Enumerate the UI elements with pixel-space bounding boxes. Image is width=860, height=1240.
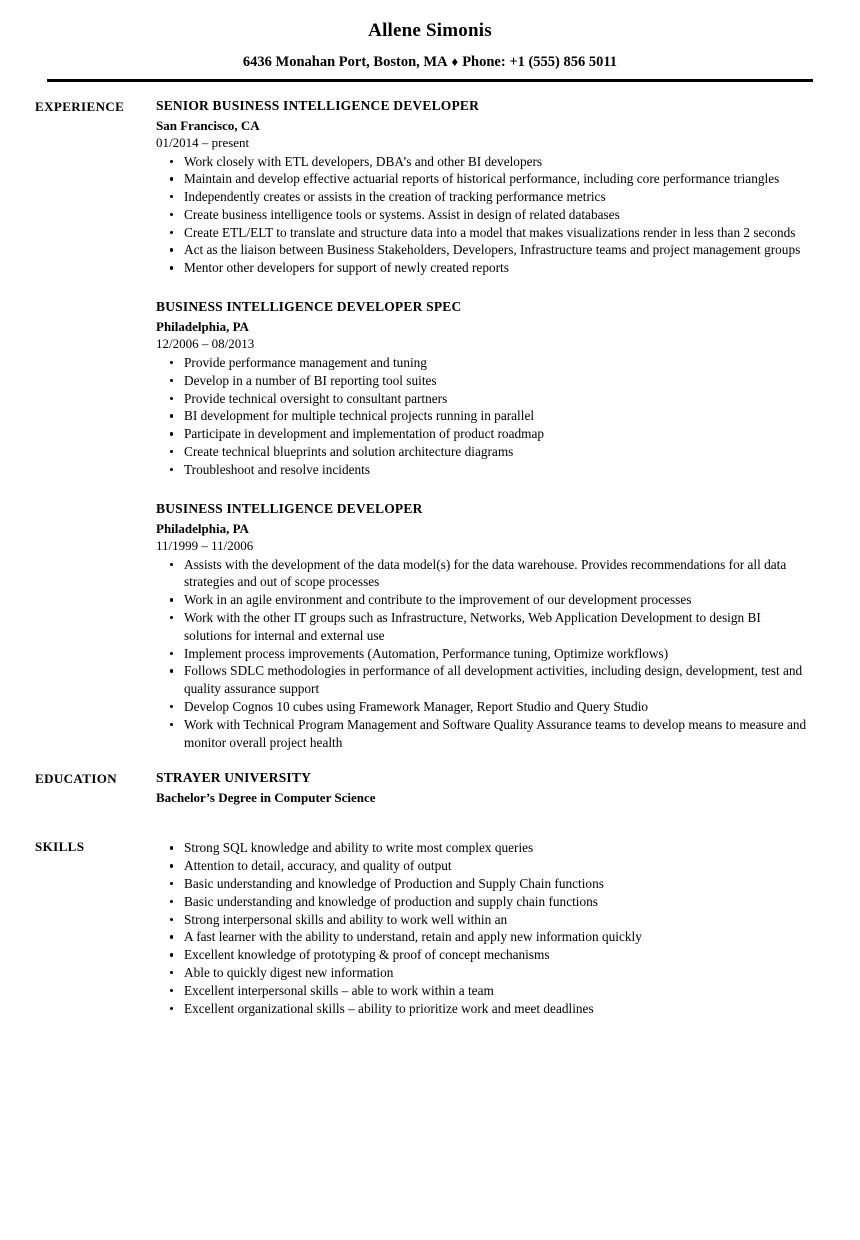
section-experience (35, 97, 808, 752)
section-skills (35, 837, 808, 1017)
list-item: Able to quickly digest new information (156, 964, 808, 982)
job-title: SENIOR BUSINESS INTELLIGENCE DEVELOPER (156, 97, 480, 113)
skills-list (156, 839, 808, 1017)
education-degree: Bachelor’s Degree in Computer Science (156, 790, 376, 806)
section-label-skills: SKILLS (35, 839, 85, 855)
list-item: Strong SQL knowledge and ability to write most complex queries (156, 839, 808, 857)
education-entries (156, 769, 808, 806)
job-location: Philadelphia, PA (156, 319, 249, 335)
list-item: Mentor other developers for support of newly created reports (156, 259, 808, 277)
job-location: San Francisco, CA (156, 117, 260, 133)
job-responsibility-list (156, 354, 808, 479)
list-item: Maintain and develop effective actuarial reports of historical performance, including core performance triangles (156, 170, 808, 188)
list-item: Troubleshoot and resolve incidents (156, 461, 808, 479)
list-item: Work closely with ETL developers, DBA’s and other BI developers (156, 153, 808, 171)
resume-header (0, 0, 860, 82)
candidate-phone: Phone: +1 (555) 856 5011 (462, 54, 618, 70)
list-item: Create business intelligence tools or systems. Assist in design of related databases (156, 206, 808, 224)
job-responsibility-list (156, 556, 808, 752)
list-item: Excellent interpersonal skills – able to work within a team (156, 982, 808, 1000)
list-item: Assists with the development of the data model(s) for the data warehouse. Provides recommendations for all data strategies and out of scope processes (156, 556, 808, 592)
list-item: Excellent knowledge of prototyping & proof of concept mechanisms (156, 946, 808, 964)
list-item: Participate in development and implementation of product roadmap (156, 425, 808, 443)
section-label-education: EDUCATION (35, 771, 118, 787)
experience-entry (156, 298, 808, 479)
section-education (35, 769, 808, 806)
list-item: BI development for multiple technical projects running in parallel (156, 407, 808, 425)
list-item: Create ETL/ELT to translate and structure data into a model that makes visualizations render in less than 2 seconds (156, 224, 808, 242)
experience-entries (156, 97, 808, 752)
job-responsibility-list (156, 153, 808, 278)
job-dates: 12/2006 – 08/2013 (156, 336, 255, 352)
job-dates: 11/1999 – 11/2006 (156, 537, 254, 553)
job-title: BUSINESS INTELLIGENCE DEVELOPER SPEC (156, 299, 462, 315)
skills-entries (156, 837, 808, 1017)
education-school: STRAYER UNIVERSITY (156, 770, 312, 786)
resume-content (0, 82, 860, 1018)
list-item: Follows SDLC methodologies in performance of all development activities, including design, development, test and quality assurance support (156, 662, 808, 698)
section-label-experience: EXPERIENCE (35, 98, 125, 114)
list-item: Work in an agile environment and contribute to the improvement of our development processes (156, 591, 808, 609)
list-item: Create technical blueprints and solution architecture diagrams (156, 443, 808, 461)
list-item: Work with the other IT groups such as Infrastructure, Networks, Web Application Development to design BI solutions for internal and external use (156, 609, 808, 645)
job-location: Philadelphia, PA (156, 520, 249, 536)
list-item: Develop in a number of BI reporting tool suites (156, 372, 808, 390)
diamond-separator-icon: ♦ (451, 54, 459, 69)
list-item: Act as the liaison between Business Stakeholders, Developers, Infrastructure teams and project management groups (156, 241, 808, 259)
candidate-name: Allene Simonis (368, 20, 492, 41)
list-item: Provide technical oversight to consultant partners (156, 390, 808, 408)
job-title: BUSINESS INTELLIGENCE DEVELOPER (156, 500, 423, 516)
experience-entry (156, 97, 808, 278)
list-item: Attention to detail, accuracy, and quality of output (156, 857, 808, 875)
list-item: Strong interpersonal skills and ability to work well within an (156, 911, 808, 929)
list-item: Independently creates or assists in the creation of tracking performance metrics (156, 188, 808, 206)
list-item: Implement process improvements (Automation, Performance tuning, Optimize workflows) (156, 645, 808, 663)
candidate-address: 6436 Monahan Port, Boston, MA (242, 54, 448, 70)
list-item: Develop Cognos 10 cubes using Framework Manager, Report Studio and Query Studio (156, 698, 808, 716)
list-item: Provide performance management and tuning (156, 354, 808, 372)
list-item: Basic understanding and knowledge of Production and Supply Chain functions (156, 875, 808, 893)
list-item: Excellent organizational skills – ability to prioritize work and meet deadlines (156, 1000, 808, 1018)
list-item: A fast learner with the ability to understand, retain and apply new information quickly (156, 928, 808, 946)
job-dates: 01/2014 – present (156, 134, 250, 150)
experience-entry (156, 500, 808, 752)
list-item: Basic understanding and knowledge of production and supply chain functions (156, 893, 808, 911)
list-item: Work with Technical Program Management and Software Quality Assurance teams to develop means to measure and monitor overall project health (156, 716, 808, 752)
contact-line (0, 52, 860, 72)
